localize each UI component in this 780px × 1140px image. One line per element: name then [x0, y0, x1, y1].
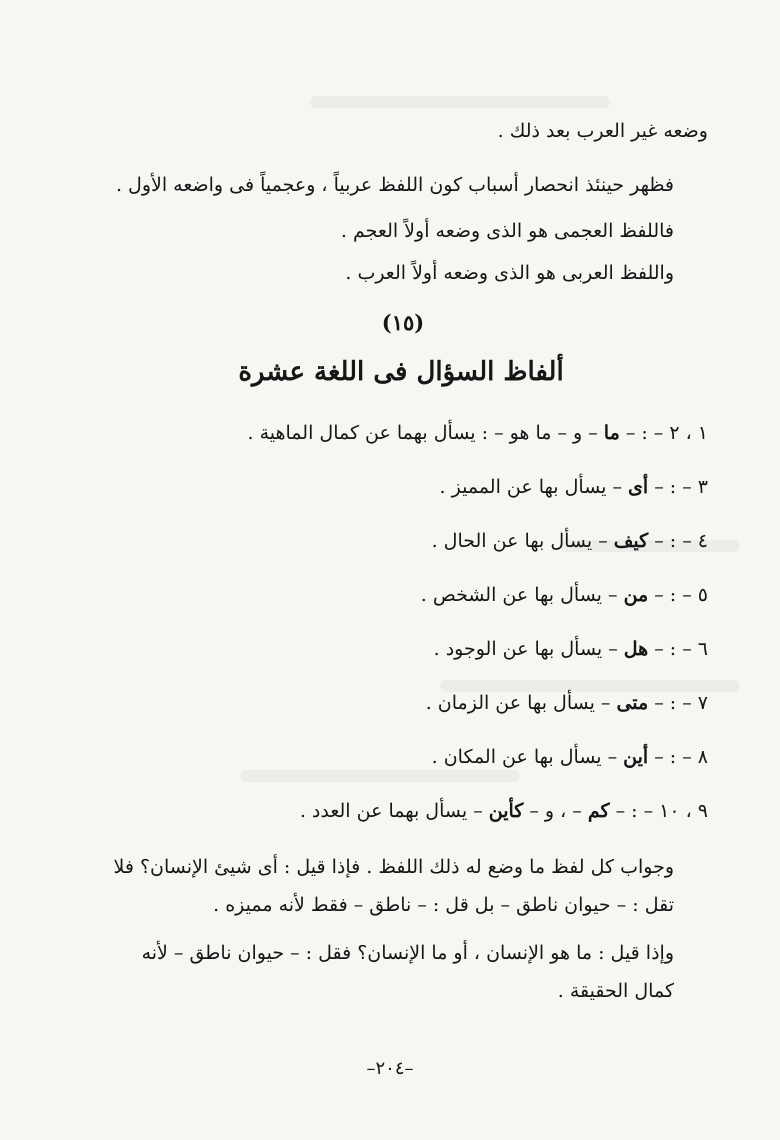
- intro-paragraph-2: فظهر حينئذ انحصار أسباب كون اللفظ عربياً ، وعجمياً فى واضعه الأول .: [115, 174, 674, 196]
- page-body: [108, 110, 708, 1010]
- list-item: ٤ – : – كيف – يسأل بها عن الحال .: [431, 530, 708, 552]
- list-item: ٣ – : – أى – يسأل بها عن المميز .: [439, 476, 708, 498]
- bleed-through-mark: [310, 96, 610, 108]
- page-number: –٢٠٤–: [366, 1058, 414, 1079]
- intro-line-1: وضعه غير العرب بعد ذلك .: [497, 120, 708, 142]
- answer-paragraph-2: وإذا قيل : ما هو الإنسان ، أو ما الإنسان؟ فقل : – حيوان ناطق – لأنه كمال الحقيقة .: [141, 942, 674, 1002]
- list-item: ٥ – : – من – يسأل بها عن الشخص .: [420, 584, 708, 606]
- list-item: ٨ – : – أين – يسأل بها عن المكان .: [431, 746, 708, 768]
- intro-definition-ajami: فاللفظ العجمى هو الذى وضعه أولاً العجم .: [340, 220, 674, 242]
- list-item: ١ ، ٢ – : – ما – و – ما هو – : يسأل بهما عن كمال الماهية .: [247, 422, 708, 444]
- list-item: ٩ ، ١٠ – : – كم – ، و – كأين – يسأل بهما عن العدد .: [299, 800, 708, 822]
- answer-section: [108, 848, 708, 1010]
- section-number: (١٥): [381, 310, 425, 335]
- section-title: ألفاظ السؤال فى اللغة عشرة: [238, 357, 564, 387]
- question-words-list: [108, 406, 708, 838]
- intro-definition-arabi: واللفظ العربى هو الذى وضعه أولاً العرب .: [345, 262, 674, 284]
- list-item: ٦ – : – هل – يسأل بها عن الوجود .: [433, 638, 708, 660]
- list-item: ٧ – : – متى – يسأل بها عن الزمان .: [425, 692, 708, 714]
- answer-paragraph-1: وجواب كل لفظ ما وضع له ذلك اللفظ . فإذا قيل : أى شيئ الإنسان؟ فلا تقل : – حيوان ناطق – بل قل : – ناطق – فقط لأنه مميزه .: [113, 856, 674, 916]
